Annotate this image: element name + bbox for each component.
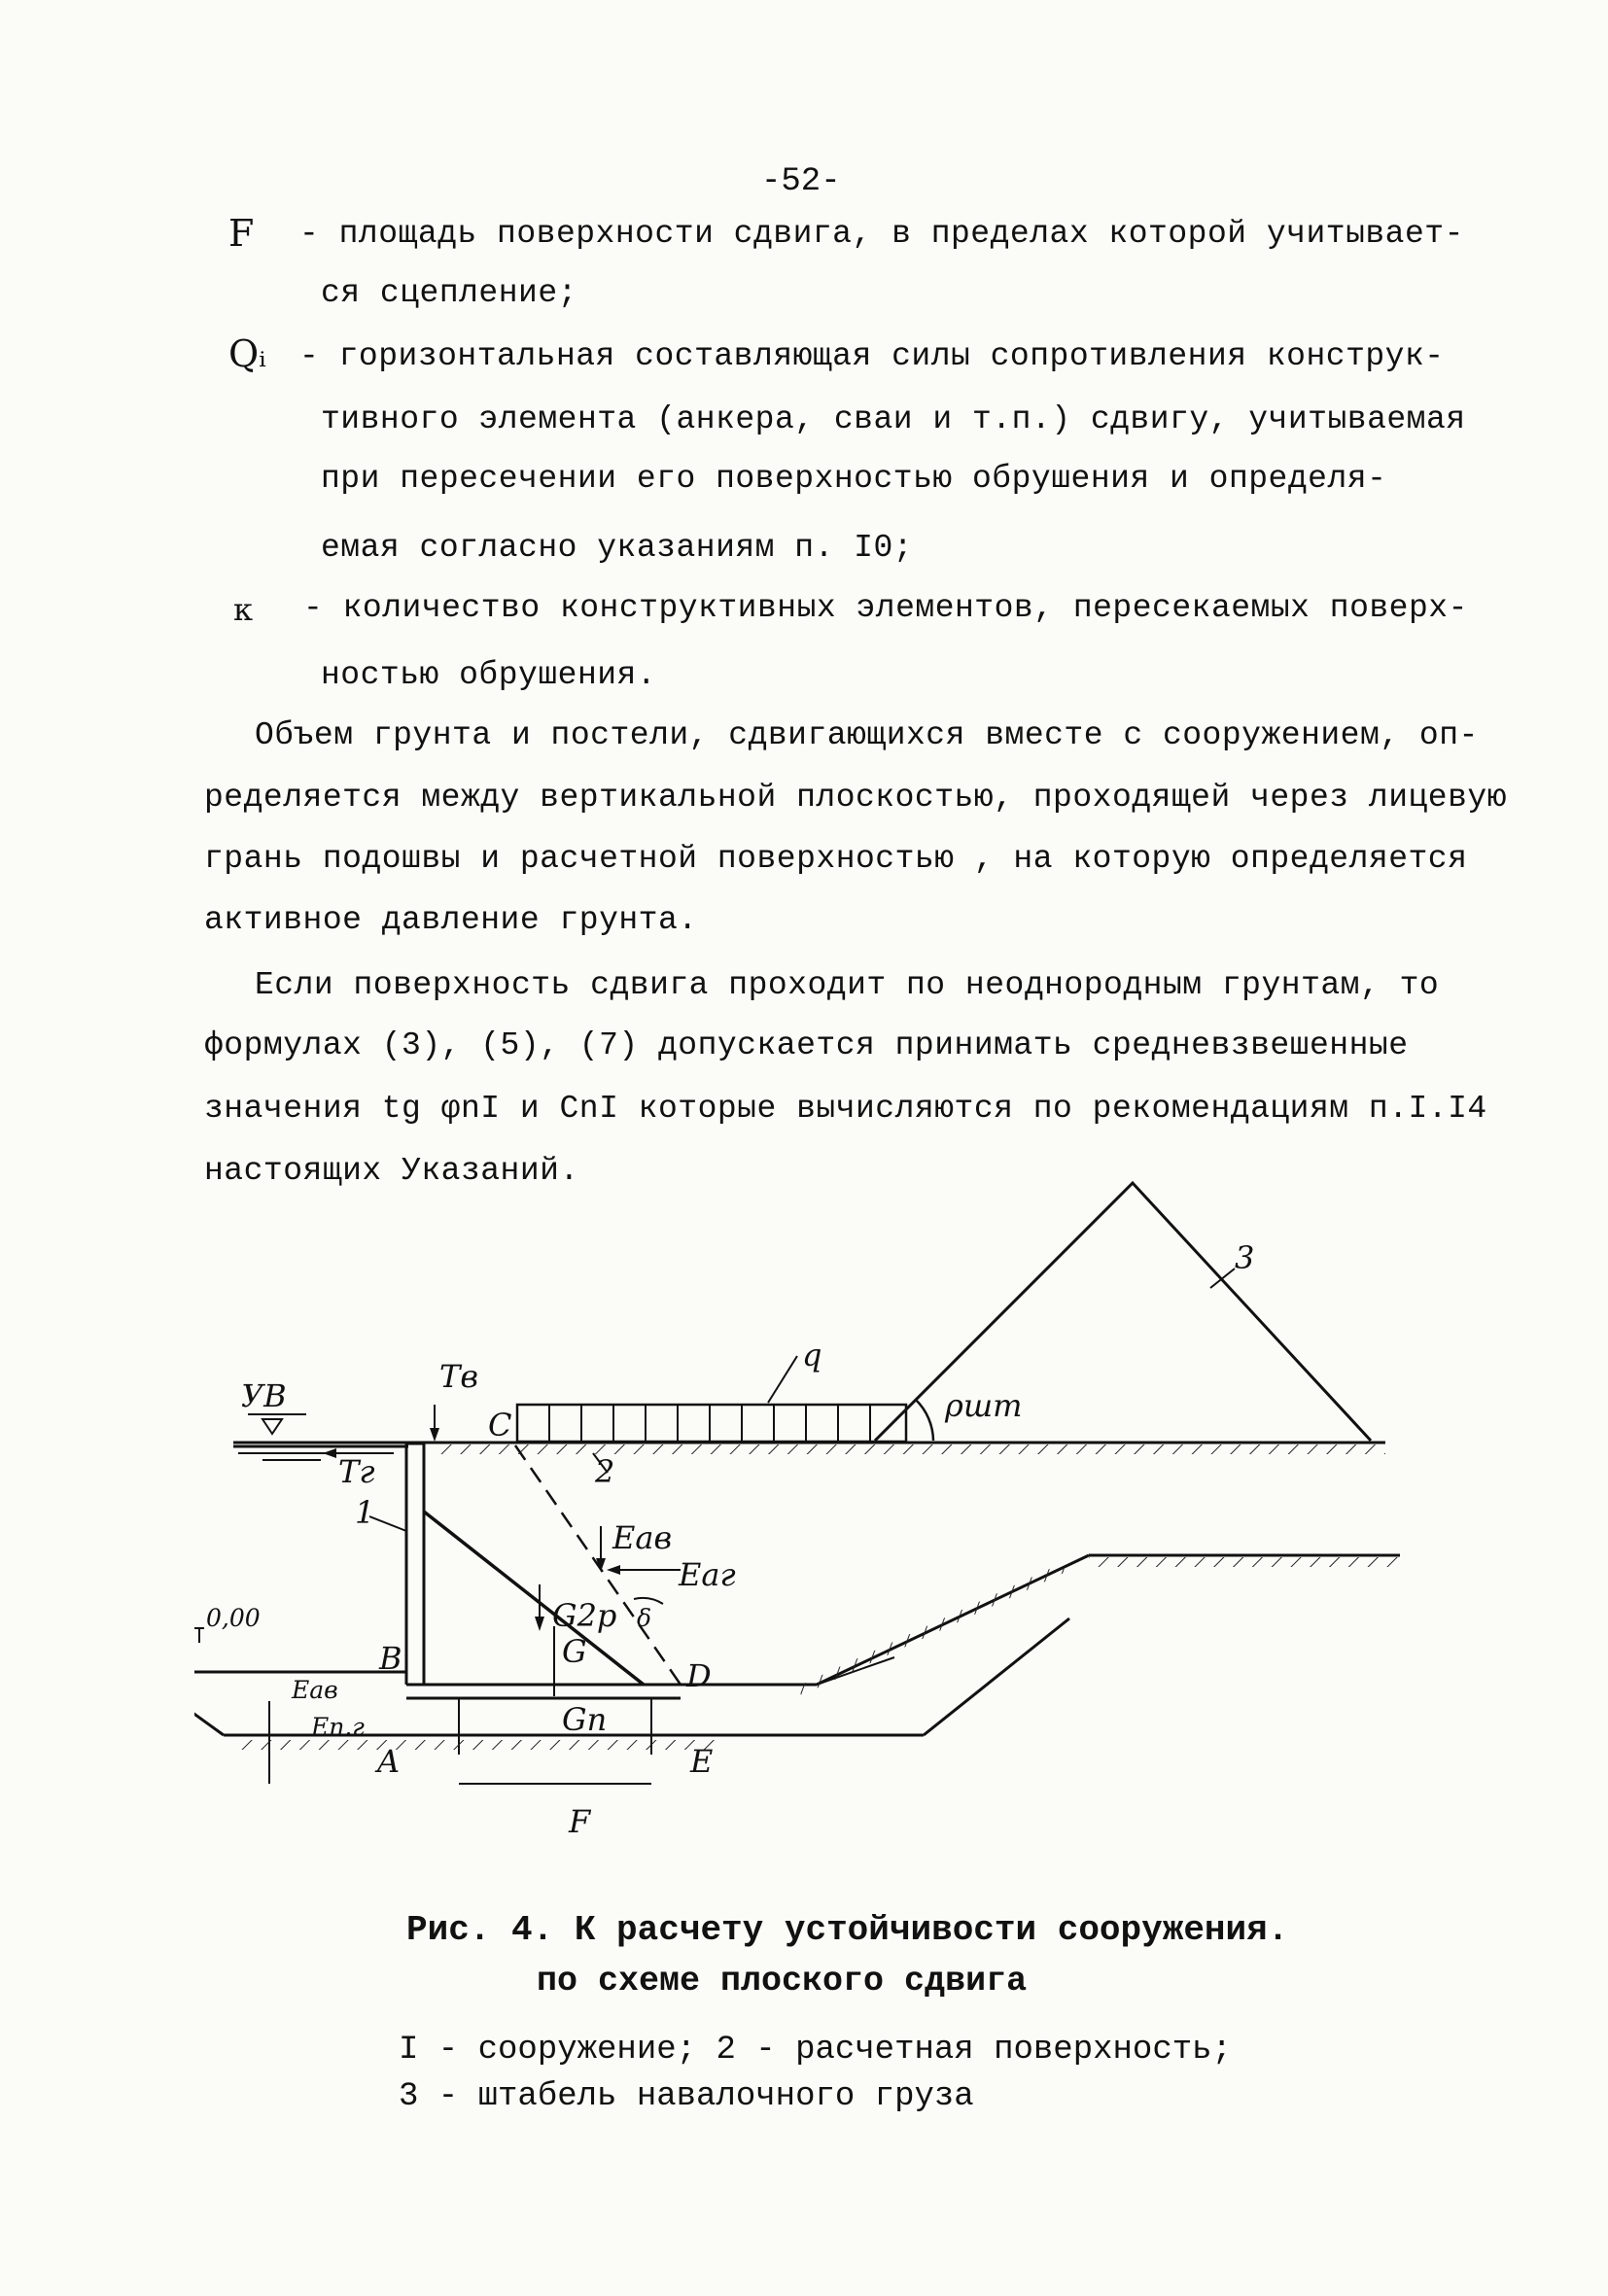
label-tg: Tг [338, 1453, 375, 1490]
figure-caption-title: Рис. 4. К расчету устойчивости сооружения. [406, 1910, 1289, 1950]
label-2: 2 [595, 1453, 615, 1490]
label-eav: Eaв [612, 1519, 673, 1556]
definition-line: при пересечении его поверхностью обрушения и определя- [321, 461, 1387, 497]
label-gn: Gп [562, 1701, 608, 1738]
page-number: -52- [761, 163, 841, 200]
label-delta: δ [637, 1604, 652, 1632]
definition-symbol-f: F [228, 212, 255, 255]
label-c: C [488, 1407, 512, 1444]
definition-symbol-k: к [233, 591, 253, 628]
label-eab: Eав [292, 1676, 338, 1704]
label-q: q [802, 1337, 822, 1374]
definition-symbol-q: Qᵢ [228, 332, 266, 375]
paragraph-line: активное давление грунта. [204, 902, 698, 938]
label-b: B [379, 1640, 402, 1677]
label-e: E [690, 1743, 714, 1780]
paragraph-line: ределяется между вертикальной плоскостью, проходящей через лицевую [204, 780, 1508, 816]
label-f: F [569, 1803, 591, 1840]
label-a: A [377, 1743, 401, 1780]
label-g2p: G2p [552, 1597, 617, 1634]
definition-line: - площадь поверхности сдвига, в пределах которой учитывает- [299, 216, 1464, 252]
definition-line: тивного элемента (анкера, сваи и т.п.) сдвигу, учитываемая [321, 401, 1466, 437]
label-eag: Eaг [679, 1556, 736, 1593]
figure-caption-subtitle: по схеме плоского сдвига [537, 1962, 1028, 2000]
label-1: 1 [355, 1494, 375, 1531]
definition-line: - количество конструктивных элементов, пересекаемых поверх- [303, 590, 1468, 626]
paragraph-line: настоящих Указаний. [204, 1153, 579, 1189]
label-p-sht: ρшт [945, 1387, 1023, 1424]
figure-legend-line: 3 - штабель навалочного груза [399, 2078, 974, 2115]
label-d: D [686, 1657, 712, 1694]
definition-line: ся сцепление; [321, 275, 577, 311]
definition-line: - горизонтальная составляющая силы сопротивления конструк- [299, 338, 1445, 374]
label-tv: Tв [439, 1358, 478, 1395]
definition-line: ностью обрушения. [321, 657, 657, 693]
label-zero: 0,00 [206, 1604, 261, 1632]
label-3: 3 [1235, 1239, 1255, 1276]
paragraph-line: Объем грунта и постели, сдвигающихся вместе с сооружением, оп- [255, 717, 1479, 753]
paragraph-line: формулах (3), (5), (7) допускается принимать средневзвешенные [204, 1027, 1409, 1063]
label-epg: Eп.г [311, 1713, 365, 1741]
figure-legend-line: I - сооружение; 2 - расчетная поверхность; [399, 2032, 1232, 2069]
paragraph-line: Если поверхность сдвига проходит по неоднородным грунтам, то [255, 967, 1440, 1003]
label-g: G [562, 1633, 587, 1670]
sliding-stability-diagram [194, 1162, 1419, 1871]
paragraph-line: грань подошвы и расчетной поверхностью , на которую определяется [204, 841, 1468, 877]
definition-line: емая согласно указаниям п. I0; [321, 530, 914, 566]
label-yv: УВ [241, 1377, 287, 1414]
paragraph-line: значения tg φnI и CnI которые вычисляются по рекомендациям п.I.I4 [204, 1091, 1487, 1127]
